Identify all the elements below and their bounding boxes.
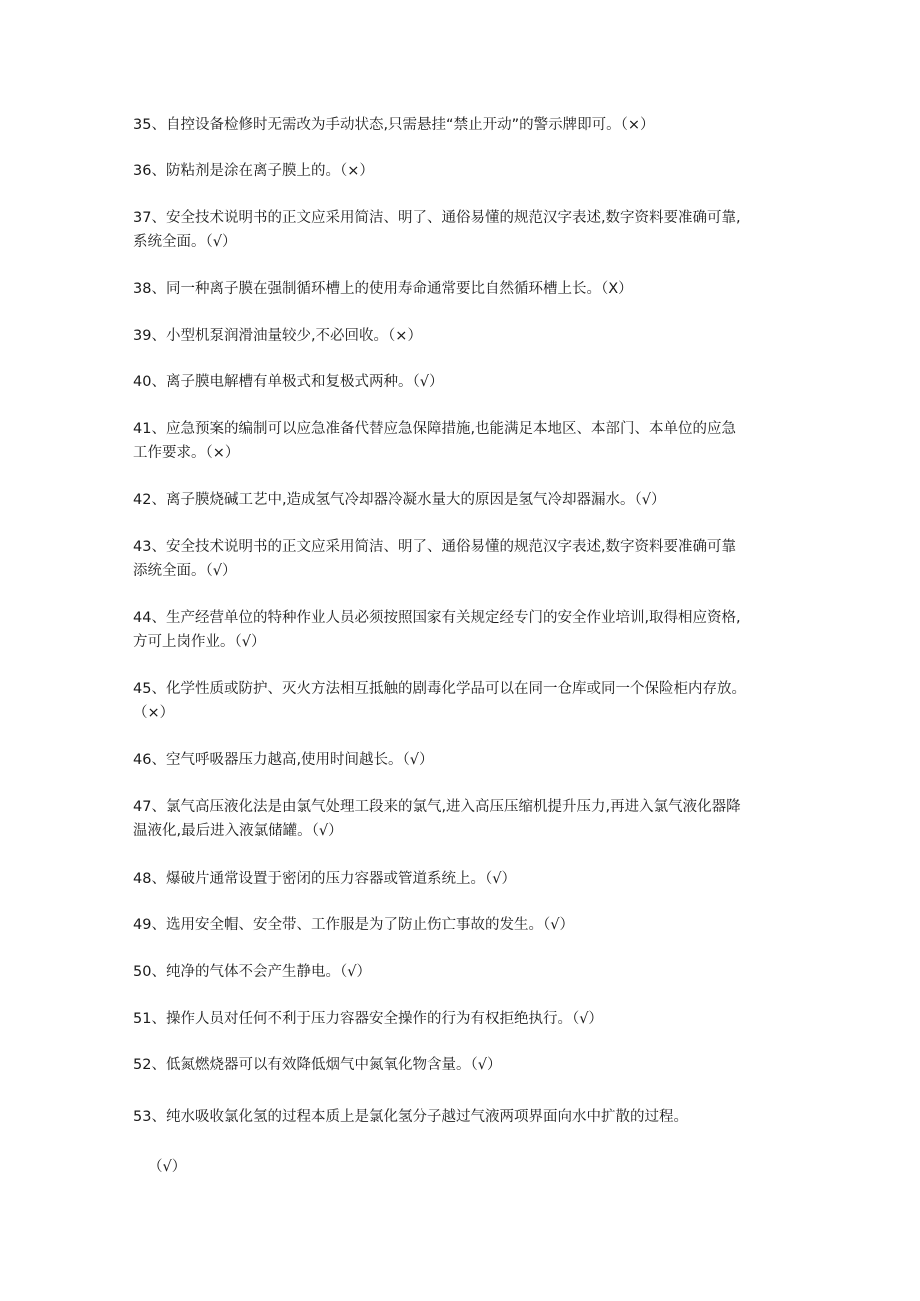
question-line: 温液化,最后进入液氯储罐。（√） (133, 823, 343, 839)
question-line: 53、纯水吸收氯化氢的过程本质上是氯化氢分子越过气液两项界面向水中扩散的过程。 (133, 1109, 688, 1125)
question-line: 49、选用安全帽、安全带、工作服是为了防止伤亡事故的发生。（√） (133, 917, 574, 933)
question-52 (133, 1053, 793, 1077)
question-43 (133, 535, 793, 583)
question-47 (133, 795, 793, 843)
question-line: 43、安全技术说明书的正文应采用简洁、明了、通俗易懂的规范汉字表述,数字资料要准确可靠 (133, 539, 737, 555)
question-line: 47、氯气高压液化法是由氯气处理工段来的氯气,进入高压压缩机提升压力,再进入氯气液化器降 (133, 799, 741, 815)
question-44 (133, 606, 793, 654)
question-51 (133, 1007, 793, 1031)
question-38 (133, 277, 793, 301)
question-35 (133, 113, 793, 137)
question-45 (133, 677, 793, 725)
question-line: 方可上岗作业。（√） (133, 634, 266, 650)
question-line: 50、纯净的气体不会产生静电。（√） (133, 964, 371, 980)
question-line: （×） (133, 705, 175, 721)
question-line: 51、操作人员对任何不利于压力容器安全操作的行为有权拒绝执行。（√） (133, 1011, 603, 1027)
question-39 (133, 324, 793, 348)
question-46 (133, 748, 793, 772)
question-line: 添统全面。（√） (133, 563, 237, 579)
question-49 (133, 913, 793, 937)
question-50 (133, 960, 793, 984)
question-line: 36、防粘剂是涂在离子膜上的。（×） (133, 163, 374, 179)
question-42 (133, 488, 793, 512)
question-40 (133, 370, 793, 394)
question-line: 45、化学性质或防护、灭火方法相互抵触的剧毒化学品可以在同一仓库或同一个保险柜内存放。 (133, 681, 746, 697)
question-53-answer: （√） (148, 1159, 187, 1175)
question-line: 44、生产经营单位的特种作业人员必须按照国家有关规定经专门的安全作业培训,取得相应资格, (133, 610, 741, 626)
question-line: 41、应急预案的编制可以应急准备代替应急保障措施,也能满足本地区、本部门、本单位的应急 (133, 421, 737, 437)
question-line: 38、同一种离子膜在强制循环槽上的使用寿命通常要比自然循环槽上长。（X） (133, 281, 633, 297)
question-line: 46、空气呼吸器压力越高,使用时间越长。（√） (133, 752, 434, 768)
question-line: 37、安全技术说明书的正文应采用简洁、明了、通俗易懂的规范汉字表述,数字资料要准确可靠, (133, 210, 741, 226)
question-37 (133, 206, 793, 254)
question-53 (133, 1105, 793, 1129)
question-line: 42、离子膜烧碱工艺中,造成氢气冷却器冷凝水量大的原因是氢气冷却器漏水。（√） (133, 492, 666, 508)
question-line: 系统全面。（√） (133, 234, 237, 250)
question-48 (133, 867, 793, 891)
question-line: 39、小型机泵润滑油量较少,不必回收。（×） (133, 328, 422, 344)
question-line: 40、离子膜电解槽有单极式和复极式两种。（√） (133, 374, 444, 390)
question-line: 52、低氮燃烧器可以有效降低烟气中氮氧化物含量。（√） (133, 1057, 502, 1073)
question-line: 48、爆破片通常设置于密闭的压力容器或管道系统上。（√） (133, 871, 516, 887)
question-line: 工作要求。（×） (133, 445, 240, 461)
question-36 (133, 159, 793, 183)
question-line: 35、自控设备检修时无需改为手动状态,只需悬挂“禁止开动”的警示牌即可。（×） (133, 117, 655, 133)
question-41 (133, 417, 793, 465)
